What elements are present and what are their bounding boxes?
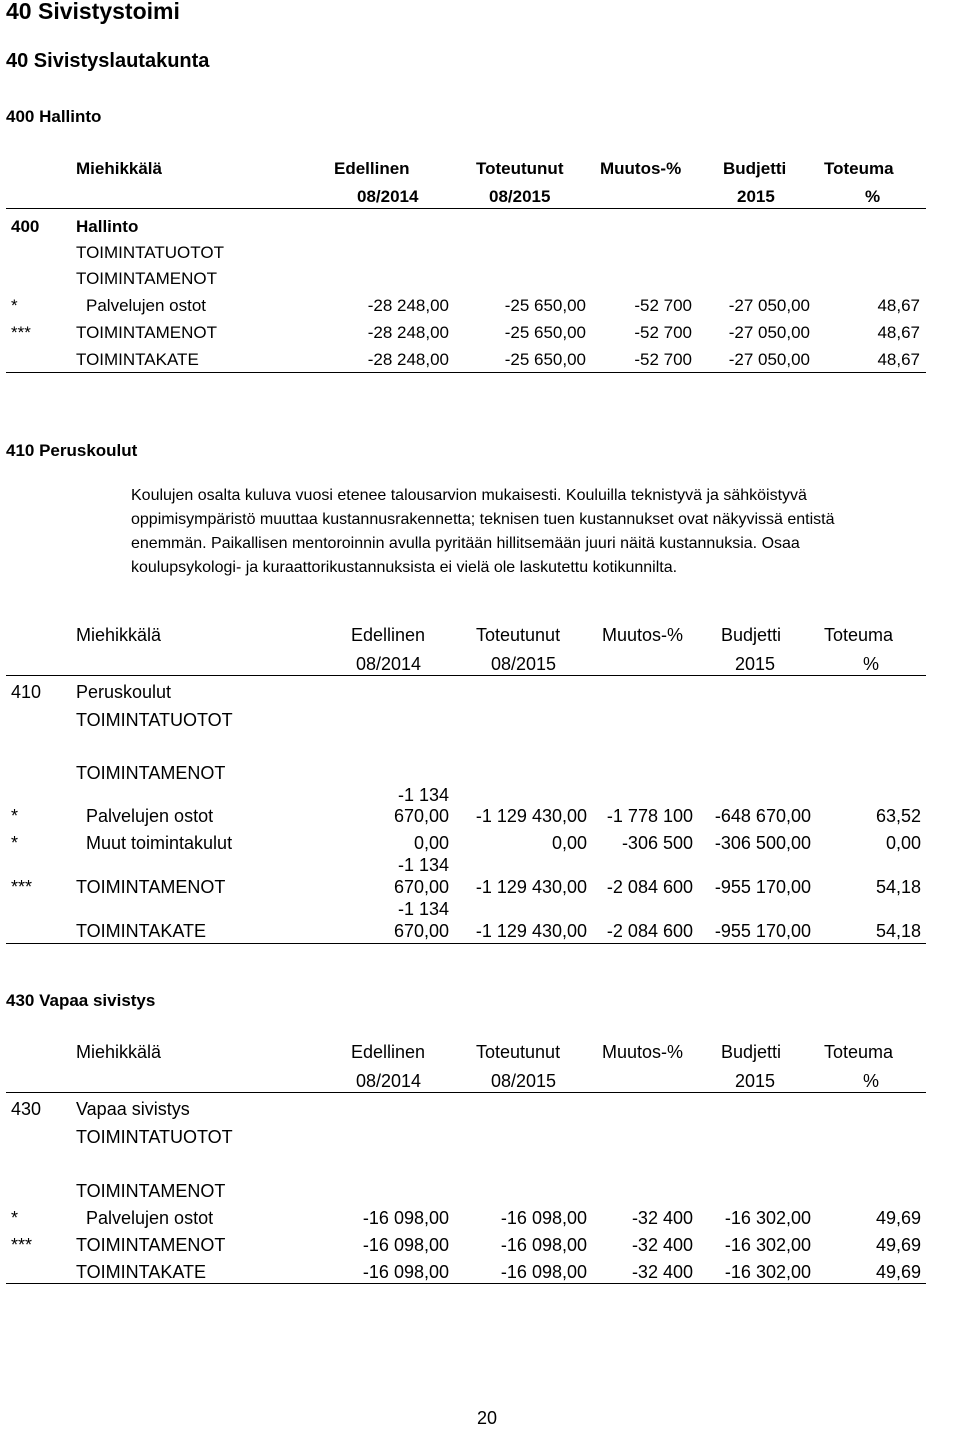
cell-realization: 48,67	[877, 323, 920, 342]
cell-actual: -25 650,00	[504, 350, 586, 369]
row-mark: *	[11, 296, 18, 315]
cell-previous: -16 098,00	[362, 1262, 449, 1282]
table-rule	[6, 1283, 926, 1284]
cell-realization: 49,69	[875, 1262, 921, 1282]
col-sub-actual: 08/2015	[489, 187, 551, 206]
cell-change: -306 500	[621, 833, 693, 853]
cell-budget: -16 302,00	[724, 1208, 811, 1228]
col-sub-realization: %	[863, 1071, 880, 1091]
row-mark: *	[11, 833, 19, 853]
cell-previous: -28 248,00	[367, 296, 449, 315]
table-rule	[6, 1092, 926, 1093]
col-header-budget: Budjetti	[721, 625, 782, 645]
col-header-entity: Miehikkälä	[76, 625, 162, 645]
cell-actual: -16 098,00	[500, 1235, 587, 1255]
paragraph-line: koulupsykologi- ja kuraattorikustannuksista ei vielä ole laskutettu kotikunnilta.	[131, 559, 678, 576]
cell-budget: -955 170,00	[714, 921, 811, 941]
col-sub-previous: 08/2014	[356, 654, 422, 674]
col-header-realization: Toteuma	[824, 1042, 894, 1062]
cell-change: -32 400	[631, 1235, 693, 1255]
table-rule	[6, 372, 926, 373]
cell-previous-upper: -1 134	[397, 785, 449, 805]
col-sub-budget: 2015	[735, 654, 776, 674]
cell-actual: -16 098,00	[500, 1208, 587, 1228]
table-rule	[6, 675, 926, 676]
cell-realization: 0,00	[885, 833, 921, 853]
col-sub-previous: 08/2014	[357, 187, 419, 206]
row-label: TOIMINTAKATE	[76, 1262, 207, 1282]
col-sub-previous: 08/2014	[356, 1071, 422, 1091]
cell-previous: -28 248,00	[367, 323, 449, 342]
cell-previous-upper: -1 134	[397, 855, 449, 875]
income-label: TOIMINTATUOTOT	[76, 1127, 233, 1147]
col-header-actual: Toteutunut	[476, 1042, 561, 1062]
row-label: TOIMINTAMENOT	[76, 877, 226, 897]
cell-realization: 48,67	[877, 350, 920, 369]
cell-change: -52 700	[634, 350, 692, 369]
page-number: 20	[477, 1408, 498, 1428]
row-label: Palvelujen ostot	[86, 296, 207, 315]
cell-budget: -27 050,00	[728, 323, 810, 342]
row-label: Palvelujen ostot	[86, 806, 214, 826]
cell-change: -2 084 600	[606, 921, 693, 941]
col-header-budget: Budjetti	[723, 159, 787, 178]
page-title: 40 Sivistystoimi	[6, 0, 180, 24]
account-name: Hallinto	[76, 217, 139, 236]
section-description	[131, 484, 960, 580]
row-mark: ***	[11, 1235, 33, 1255]
cell-realization: 54,18	[875, 877, 921, 897]
paragraph-line: Koulujen osalta kuluva vuosi etenee talousarvion mukaisesti. Kouluilla teknistyvä ja sähköistyvä	[131, 487, 807, 504]
cell-change: -1 778 100	[606, 806, 693, 826]
account-code: 410	[11, 682, 42, 702]
cell-previous: 0,00	[413, 833, 449, 853]
cell-budget: -27 050,00	[728, 350, 810, 369]
col-sub-realization: %	[863, 654, 880, 674]
col-header-actual: Toteutunut	[476, 625, 561, 645]
expense-label: TOIMINTAMENOT	[76, 1181, 226, 1201]
cell-actual: 0,00	[551, 833, 587, 853]
col-sub-budget: 2015	[735, 1071, 776, 1091]
section-heading: 400 Hallinto	[6, 107, 102, 126]
col-sub-realization: %	[865, 187, 881, 206]
cell-change: -32 400	[631, 1262, 693, 1282]
cell-previous: 670,00	[393, 921, 449, 941]
account-name: Vapaa sivistys	[76, 1099, 190, 1119]
col-header-change: Muutos-%	[602, 1042, 684, 1062]
cell-previous: 670,00	[393, 877, 449, 897]
row-mark: *	[11, 806, 19, 826]
expense-label: TOIMINTAMENOT	[76, 269, 218, 288]
section-heading: 430 Vapaa sivistys	[6, 991, 156, 1010]
row-mark: ***	[11, 877, 33, 897]
col-header-actual: Toteutunut	[476, 159, 564, 178]
col-header-budget: Budjetti	[721, 1042, 782, 1062]
expense-label: TOIMINTAMENOT	[76, 763, 226, 783]
account-code: 400	[11, 217, 40, 236]
cell-previous: -16 098,00	[362, 1235, 449, 1255]
income-label: TOIMINTATUOTOT	[76, 243, 224, 262]
col-header-change: Muutos-%	[602, 625, 684, 645]
cell-previous: 670,00	[393, 806, 449, 826]
cell-change: -52 700	[634, 323, 692, 342]
section-heading: 410 Peruskoulut	[6, 441, 138, 460]
row-label: TOIMINTAMENOT	[76, 1235, 226, 1255]
col-header-realization: Toteuma	[824, 625, 894, 645]
cell-actual: -16 098,00	[500, 1262, 587, 1282]
cell-realization: 49,69	[875, 1235, 921, 1255]
cell-actual: -25 650,00	[504, 323, 586, 342]
col-header-realization: Toteuma	[824, 159, 894, 178]
account-name: Peruskoulut	[76, 682, 172, 702]
row-label: TOIMINTAKATE	[76, 921, 207, 941]
cell-realization: 49,69	[875, 1208, 921, 1228]
cell-budget: -955 170,00	[714, 877, 811, 897]
col-sub-actual: 08/2015	[491, 654, 557, 674]
col-header-change: Muutos-%	[600, 159, 682, 178]
col-header-entity: Miehikkälä	[76, 159, 162, 178]
account-code: 430	[11, 1099, 42, 1119]
cell-budget: -306 500,00	[714, 833, 811, 853]
page-subtitle: 40 Sivistyslautakunta	[6, 50, 210, 72]
table-rule	[6, 943, 926, 944]
col-header-previous: Edellinen	[334, 159, 410, 178]
cell-previous: -16 098,00	[362, 1208, 449, 1228]
row-label: Palvelujen ostot	[86, 1208, 214, 1228]
paragraph-line: enemmän. Paikallisen mentoroinnin avulla pyritään hillitsemään juuri näitä kustannuksia. Osaa	[131, 535, 800, 552]
col-header-previous: Edellinen	[351, 1042, 426, 1062]
row-label: Muut toimintakulut	[86, 833, 233, 853]
paragraph-line: oppimisympäristö muuttaa kustannusrakennetta; teknisen tuen kustannukset ovat näkyvissä entistä	[131, 511, 835, 528]
cell-change: -32 400	[631, 1208, 693, 1228]
cell-budget: -27 050,00	[728, 296, 810, 315]
cell-budget: -648 670,00	[714, 806, 811, 826]
cell-actual: -1 129 430,00	[475, 921, 587, 941]
cell-realization: 48,67	[877, 296, 920, 315]
cell-realization: 54,18	[875, 921, 921, 941]
cell-budget: -16 302,00	[724, 1235, 811, 1255]
row-mark: ***	[11, 323, 31, 342]
cell-actual: -25 650,00	[504, 296, 586, 315]
cell-previous: -28 248,00	[367, 350, 449, 369]
col-sub-actual: 08/2015	[491, 1071, 557, 1091]
row-label: TOIMINTAMENOT	[76, 323, 218, 342]
row-mark: *	[11, 1208, 19, 1228]
col-sub-budget: 2015	[737, 187, 775, 206]
cell-change: -2 084 600	[606, 877, 693, 897]
row-label: TOIMINTAKATE	[76, 350, 199, 369]
cell-realization: 63,52	[875, 806, 921, 826]
col-header-previous: Edellinen	[351, 625, 426, 645]
cell-actual: -1 129 430,00	[475, 806, 587, 826]
col-header-entity: Miehikkälä	[76, 1042, 162, 1062]
table-rule	[6, 208, 926, 209]
cell-actual: -1 129 430,00	[475, 877, 587, 897]
income-label: TOIMINTATUOTOT	[76, 710, 233, 730]
cell-budget: -16 302,00	[724, 1262, 811, 1282]
cell-previous-upper: -1 134	[397, 899, 449, 919]
cell-change: -52 700	[634, 296, 692, 315]
